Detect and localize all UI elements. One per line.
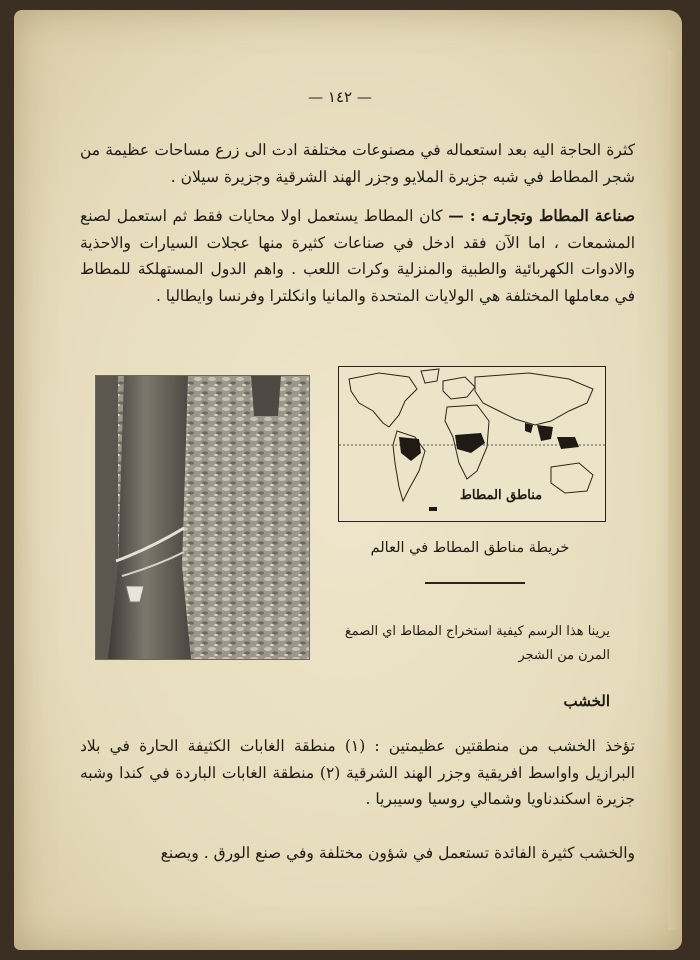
page-edge	[668, 50, 682, 930]
rubber-tapping-illustration	[96, 376, 309, 659]
section-heading-wood: الخشب	[563, 692, 610, 710]
paragraph-rubber-plantations: كثرة الحاجة اليه بعد استعماله في مصنوعات مختلفة ادت الى زرع مساحات عظيمة من شجر المطاط في شبه جزيرة الملايو وجزر الهند الشرقية وجزيرة سيلان .	[80, 141, 635, 186]
photo-caption: يرينا هذا الرسم كيفية استخراج المطاط اي الصمغ المرن من الشجر	[344, 624, 610, 663]
paragraph-wood-regions: تؤخذ الخشب من منطقتين عظيمتين : (١) منطقة الغابات الكثيفة الحارة في بلاد البرازيل واواسط افريقية وجزر الهند الشرقية (٢) منطقة الغابات الباردة في كندا وشبه جزيرة اسكندناويا وشمالي روسيا وسيبريا .	[80, 737, 635, 808]
paragraph-lead: صناعة المطاط وتجارتـه : —	[448, 206, 635, 225]
map-legend-label: مناطق المطاط	[456, 488, 546, 503]
paragraph-rubber-industry	[80, 203, 635, 309]
paragraph-body: كان المطاط يستعمل اولا محايات فقط ثم استعمل لصنع المشمعات ، اما الآن فقد ادخل في صناعات كثيرة منها عجلات السيارات والاحذية والادوات الكهربائية والطبية والمنزلية وكرات اللعب . واهم الدول المستهلكة للمطاط في معاملها المختلفة هي الولايات المتحدة والمانيا وانكلترا وفرنسا وايطاليا .	[80, 207, 635, 305]
map-caption: خريطة مناطق المطاط في العالم	[370, 540, 570, 556]
page-number: — ١٤٢ —	[308, 88, 372, 106]
caption-divider	[425, 582, 525, 584]
paragraph-wood-uses: والخشب كثيرة الفائدة تستعمل في شؤون مختلفة وفي صنع الورق . ويصنع	[160, 844, 635, 862]
rubber-tapping-photo	[95, 375, 310, 660]
